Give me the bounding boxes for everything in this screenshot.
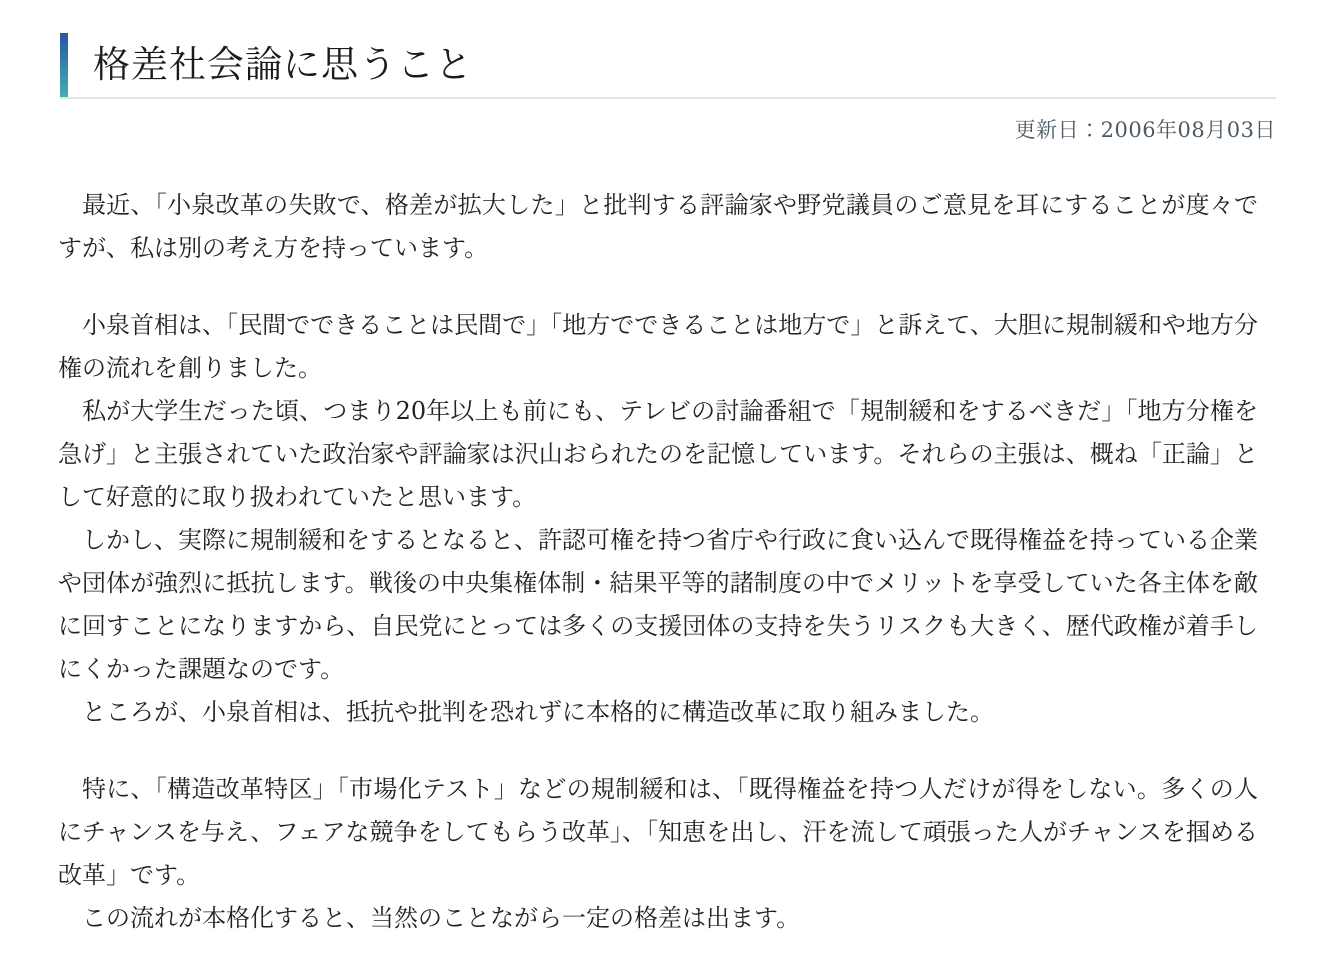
article-paragraph: この流れが本格化すると、当然のことながら一定の格差は出ます。 (82, 904, 801, 932)
article-paragraph: 私が大学生だった頃、つまり20年以上も前にも、テレビの討論番組で「規制緩和をするべきだ」「地方分権を急げ」と主張されていた政治家や評論家は沢山おられたのを記憶しています。それらの主張は、概ね「正論」として好意的に取り扱われていたと思います。 (58, 397, 1258, 511)
paragraph-group (58, 184, 1258, 270)
article-paragraph: しかし、実際に規制緩和をするとなると、許認可権を持つ省庁や行政に食い込んで既得権益を持っている企業や団体が強烈に抵抗します。戦後の中央集権体制・結果平等的諸制度の中でメリットを享受していた各主体を敵に回すことになりますから、自民党にとっては多くの支援団体の支持を失うリスクも大きく、歴代政権が着手しにくかった課題なのです。 (58, 526, 1258, 683)
updated-date-label: 更新日： (1014, 118, 1101, 142)
paragraph-group (58, 304, 1258, 734)
article-header (0, 33, 1340, 144)
article-paragraph: ところが、小泉首相は、抵抗や批判を恐れずに本格的に構造改革に取り組みました。 (82, 698, 994, 726)
title-accent-bar (60, 33, 68, 97)
page-title: 格差社会論に思うこと (93, 43, 473, 86)
article-paragraph: 最近、「小泉改革の失敗で、格差が拡大した」と批判する評論家や野党議員のご意見を耳にすることが度々ですが、私は別の考え方を持っています。 (58, 191, 1258, 262)
updated-date (60, 116, 1276, 144)
header-divider (60, 97, 1276, 99)
article-paragraph: 小泉首相は、「民間でできることは民間で」「地方でできることは地方で」と訴えて、大胆に規制緩和や地方分権の流れを創りました。 (58, 311, 1258, 382)
updated-date-value: 2006年08月03日 (1100, 118, 1276, 142)
paragraph-group (58, 768, 1258, 940)
article-page (0, 33, 1340, 979)
title-row (60, 33, 1276, 97)
article-body (58, 184, 1258, 940)
article-paragraph: 特に、「構造改革特区」「市場化テスト」などの規制緩和は、「既得権益を持つ人だけが得をしない。多くの人にチャンスを与え、フェアな競争をしてもらう改革」、「知恵を出し、汗を流して頑張った人がチャンスを掴める改革」です。 (58, 775, 1258, 889)
